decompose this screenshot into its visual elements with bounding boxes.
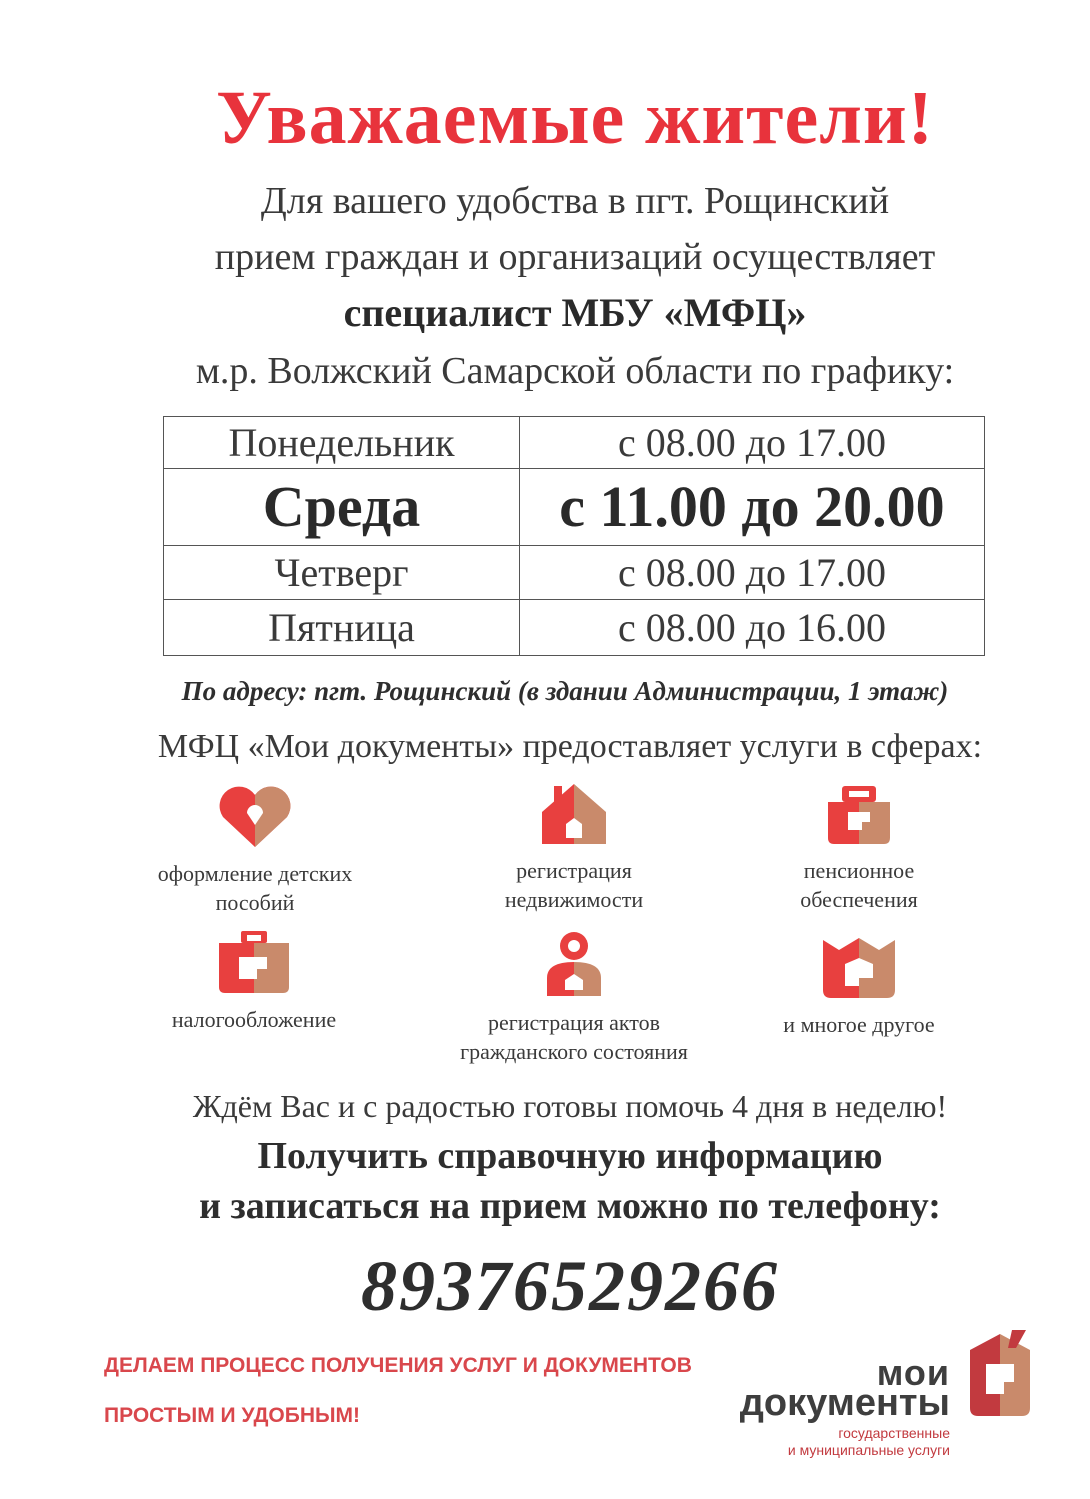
service-label: пособий bbox=[215, 890, 295, 915]
crown-icon bbox=[819, 932, 899, 1002]
schedule-row bbox=[164, 469, 985, 545]
intro-line-1: Для вашего удобства в пгт. Рощинский bbox=[260, 180, 890, 222]
person-icon bbox=[541, 928, 607, 1000]
brand-name-line-2: документы bbox=[739, 1382, 950, 1424]
headline: Уважаемые жители! bbox=[216, 76, 934, 160]
slogan-line-2: ПРОСТЫМ И УДОБНЫМ! bbox=[104, 1404, 361, 1427]
service-label: гражданского состояния bbox=[460, 1039, 688, 1064]
brand-logo-block bbox=[700, 1330, 1040, 1470]
address: По адресу: пгт. Рощинский (в здании Администрации, 1 этаж) bbox=[181, 676, 949, 706]
brand-subtitle bbox=[788, 1425, 950, 1459]
schedule-hours: с 08.00 до 17.00 bbox=[520, 545, 985, 599]
schedule-hours: с 08.00 до 17.00 bbox=[520, 417, 985, 469]
schedule-row bbox=[164, 417, 985, 469]
service-label: оформление детских bbox=[157, 861, 353, 886]
schedule-hours: с 11.00 до 20.00 bbox=[520, 469, 985, 545]
intro-line-3: специалист МБУ «МФЦ» bbox=[343, 290, 807, 335]
schedule-day: Понедельник bbox=[164, 417, 520, 469]
intro-line-4: м.р. Волжский Самарской области по графику: bbox=[195, 350, 955, 392]
service-label: пенсионное bbox=[803, 858, 915, 883]
service-label: недвижимости bbox=[504, 887, 644, 912]
schedule-table bbox=[163, 416, 985, 656]
schedule-day: Среда bbox=[164, 469, 520, 545]
service-child-benefits bbox=[105, 785, 405, 917]
phone-number: 89376529266 bbox=[361, 1246, 779, 1326]
service-taxation bbox=[104, 927, 404, 1034]
slogan-line-1: ДЕЛАЕМ ПРОЦЕСС ПОЛУЧЕНИЯ УСЛУГ И ДОКУМЕНТОВ bbox=[104, 1354, 692, 1377]
intro-line-2: прием граждан и организаций осуществляет bbox=[214, 236, 936, 278]
heart-icon bbox=[215, 785, 295, 851]
service-civil-registry bbox=[424, 928, 724, 1066]
service-pension bbox=[709, 782, 1009, 914]
brand-subtitle-line-1: государственные bbox=[838, 1425, 950, 1441]
services-title: МФЦ «Мои документы» предоставляет услуги в сферах: bbox=[157, 728, 983, 765]
mfc-logo-icon bbox=[960, 1330, 1040, 1420]
service-label: обеспечения bbox=[800, 887, 918, 912]
brand-subtitle-line-2: и муниципальные услуги bbox=[787, 1442, 950, 1458]
service-label: налогообложение bbox=[171, 1007, 337, 1032]
briefcase-icon bbox=[215, 927, 293, 997]
closing-line-3: и записаться на прием можно по телефону: bbox=[199, 1185, 941, 1227]
service-label: и многое другое bbox=[783, 1012, 935, 1037]
service-label: регистрация актов bbox=[487, 1010, 660, 1035]
schedule-hours: с 08.00 до 16.00 bbox=[520, 599, 985, 655]
house-icon bbox=[538, 780, 610, 848]
schedule-day: Четверг bbox=[164, 545, 520, 599]
brand-name-line-1: мои bbox=[876, 1352, 950, 1393]
closing-line-1: Ждём Вас и с радостью готовы помочь 4 дня в неделю! bbox=[192, 1088, 948, 1124]
schedule-row bbox=[164, 545, 985, 599]
service-real-estate bbox=[424, 780, 724, 914]
service-label: регистрация bbox=[516, 858, 632, 883]
wallet-icon bbox=[822, 782, 896, 848]
closing-line-2: Получить справочную информацию bbox=[257, 1135, 883, 1177]
service-other bbox=[709, 932, 1009, 1039]
schedule-day: Пятница bbox=[164, 599, 520, 655]
schedule-row bbox=[164, 599, 985, 655]
